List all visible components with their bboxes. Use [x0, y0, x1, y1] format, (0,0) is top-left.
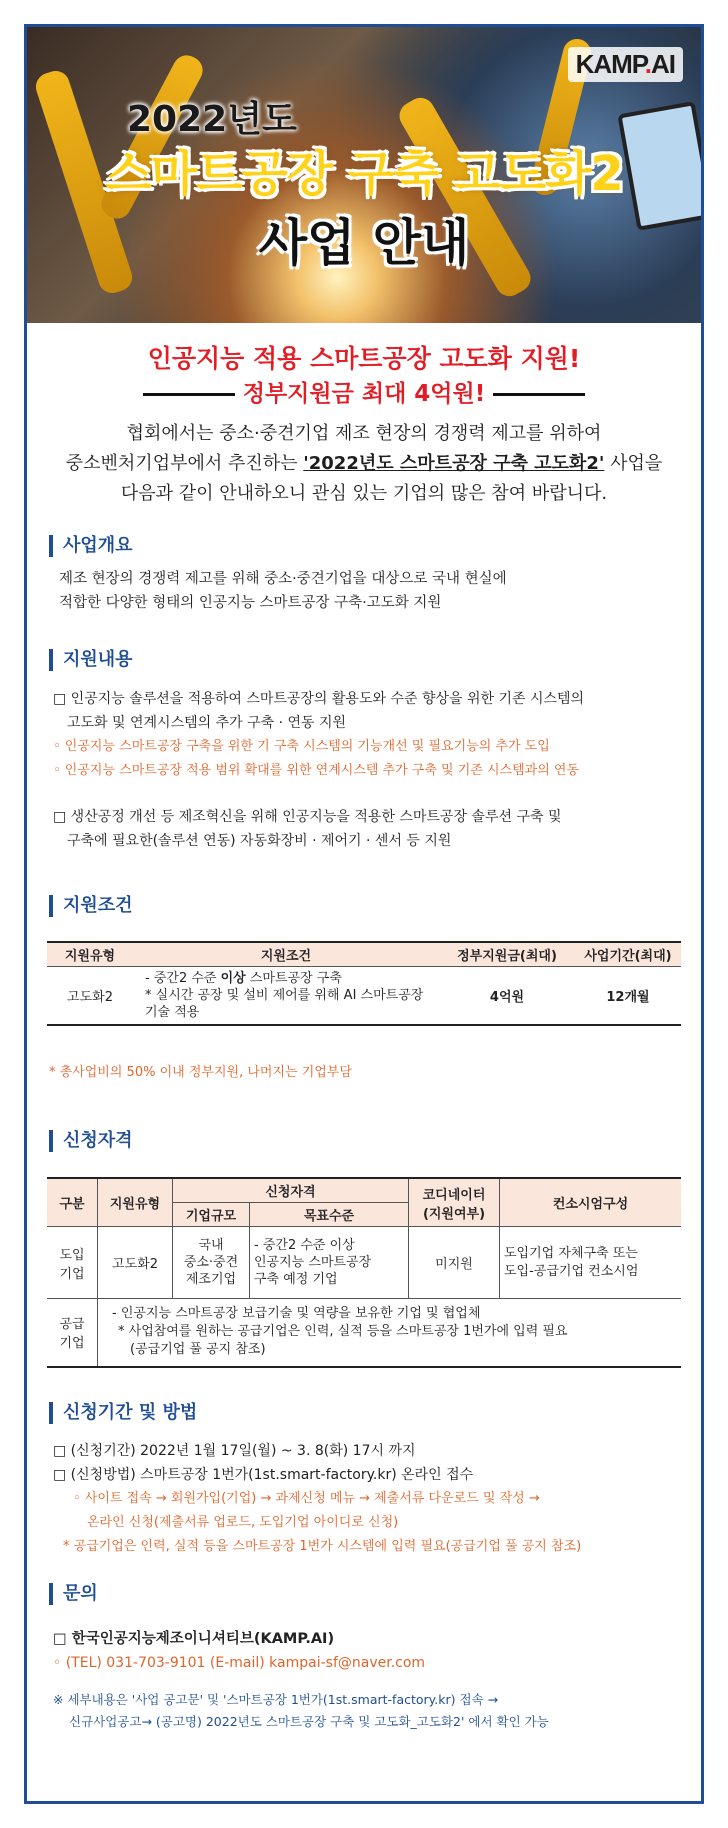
poster-frame: [24, 24, 704, 1804]
section-heading-apply: 신청기간 및 방법: [49, 1402, 197, 1424]
contact-org: □ 한국인공지능제조이니셔티브(KAMP.AI): [53, 1631, 335, 1647]
hero-banner: [27, 27, 701, 323]
headline-rule-left: [143, 393, 235, 396]
row-supplier-desc: - 인공지능 스마트공장 보급기술 및 역량을 보유한 기업 및 협업체 * 사업참여를 원하는 공급기업은 인력, 실적 등을 스마트공장 1번가에 입력 필요 (공급기업 풀 공지 참조): [98, 1299, 682, 1367]
row-division: 도입 기업: [47, 1227, 98, 1299]
section-heading-eligibility: 신청자격: [49, 1130, 133, 1152]
contact-text: [53, 1627, 693, 1733]
headline-amount: 정부지원금 최대 4억원!: [27, 375, 701, 408]
kamp-ai-logo: KAMP.AI: [568, 47, 683, 82]
eligibility-table: [47, 1177, 681, 1368]
section-heading-overview: 사업개요: [49, 535, 133, 557]
support-period: 12개월: [575, 967, 681, 1026]
col-header: 코디네이터 (지원여부): [409, 1178, 500, 1227]
section-heading-support: 지원내용: [49, 649, 133, 671]
col-header: 지원유형: [98, 1178, 173, 1227]
section-heading-contact: 문의: [49, 1583, 98, 1605]
contact-info: ◦ (TEL) 031-703-9101 (E-mail) kampai-sf@naver.com: [53, 1655, 426, 1671]
apply-text: □ (신청기간) 2022년 1월 17일(월) ~ 3. 8(화) 17시 까지 □ (신청방법) 스마트공장 1번가(1st.smart-factory.kr) 온라인 접수 ◦ 사이트 접속 → 회원가입(기업) → 과제신청 메뉴 → 제출서류 다운로드 및 작성 → 온라인 신청(제출서류 업로드, 도입기업 아이디로 신청) * 공급기업은 인력, 실적 등을 스마트공장 1번가 시스템에 입력 필요(공급기업 풀 공지 참조): [53, 1443, 582, 1554]
contact-note: ※ 세부내용은 '사업 공고문' 및 '스마트공장 1번가(1st.smart-factory.kr) 접속 → 신규사업공고→ (공고명) 2022년도 스마트공장 구축 및 고도화_고도화2' 에서 확인 가능: [53, 1692, 549, 1729]
col-header: 목표수준: [250, 1203, 409, 1227]
conditions-table: [47, 941, 681, 1026]
col-header: 구분: [47, 1178, 98, 1227]
conditions-note: * 총사업비의 50% 이내 정부지원, 나머지는 기업부담: [49, 1065, 352, 1080]
row-consortium: 도입기업 자체구축 또는 도입-공급기업 컨소시엄: [500, 1227, 682, 1299]
hero-year: 2022년도: [127, 99, 297, 140]
col-header: 사업기간(최대): [575, 942, 681, 967]
support-amount: 4억원: [439, 967, 575, 1026]
hero-subtitle: 사업 안내: [258, 214, 470, 272]
row-type: 고도화2: [98, 1227, 173, 1299]
hero-title: 스마트공장 구축 고도화2: [105, 146, 623, 202]
row-target: - 중간2 수준 이상 인공지능 스마트공장 구축 예정 기업: [250, 1227, 409, 1299]
headline-rule-right: [493, 393, 585, 396]
support-type: 고도화2: [47, 967, 133, 1026]
row-coordinator: 미지원: [409, 1227, 500, 1299]
overview-text: 제조 현장의 경쟁력 제고를 위해 중소·중견기업을 대상으로 국내 현실에 적합한 다양한 형태의 인공지능 스마트공장 구축·고도화 지원: [59, 571, 507, 611]
section-heading-conditions: 지원조건: [49, 895, 133, 917]
col-header: 컨소시엄구성: [500, 1178, 682, 1227]
intro-paragraph: 협회에서는 중소·중견기업 제조 현장의 경쟁력 제고를 위하여 중소벤처기업부에서 추진하는 '2022년도 스마트공장 구축 고도화2' 사업을 다음과 같이 안내하오니 관심 있는 기업의 많은 참여 바랍니다.: [65, 423, 663, 504]
headline-support: 인공지능 적용 스마트공장 고도화 지원!: [147, 344, 581, 373]
col-header: 기업규모: [173, 1203, 250, 1227]
support-conditions: - 중간2 수준 이상 스마트공장 구축 * 실시간 공장 및 설비 제어를 위해 AI 스마트공장 기술 적용: [133, 967, 439, 1026]
support-text: □ 인공지능 솔루션을 적용하여 스마트공장의 활용도와 수준 향상을 위한 기존 시스템의 고도화 및 연계시스템의 추가 구축 · 연동 지원 ◦ 인공지능 스마트공장 구축을 위한 기 구축 시스템의 기능개선 및 필요기능의 추가 도입 ◦ 인공지능 스마트공장 적용 범위 확대를 위한 연계시스템 추가 구축 및 기존 시스템과의 연동 □ 생산공정 개선 등 제조혁신을 위해 인공지능을 적용한 스마트공장 솔루션 구축 및 구축에 필요한(솔루션 연동) 자동화장비 · 제어기 · 센서 등 지원: [53, 691, 585, 849]
row-scale: 국내 중소·중견 제조기업: [173, 1227, 250, 1299]
col-header: 지원조건: [133, 942, 439, 967]
col-header: 신청자격: [173, 1178, 409, 1203]
col-header: 지원유형: [47, 942, 133, 967]
col-header: 정부지원금(최대): [439, 942, 575, 967]
row-division: 공급 기업: [47, 1299, 98, 1367]
